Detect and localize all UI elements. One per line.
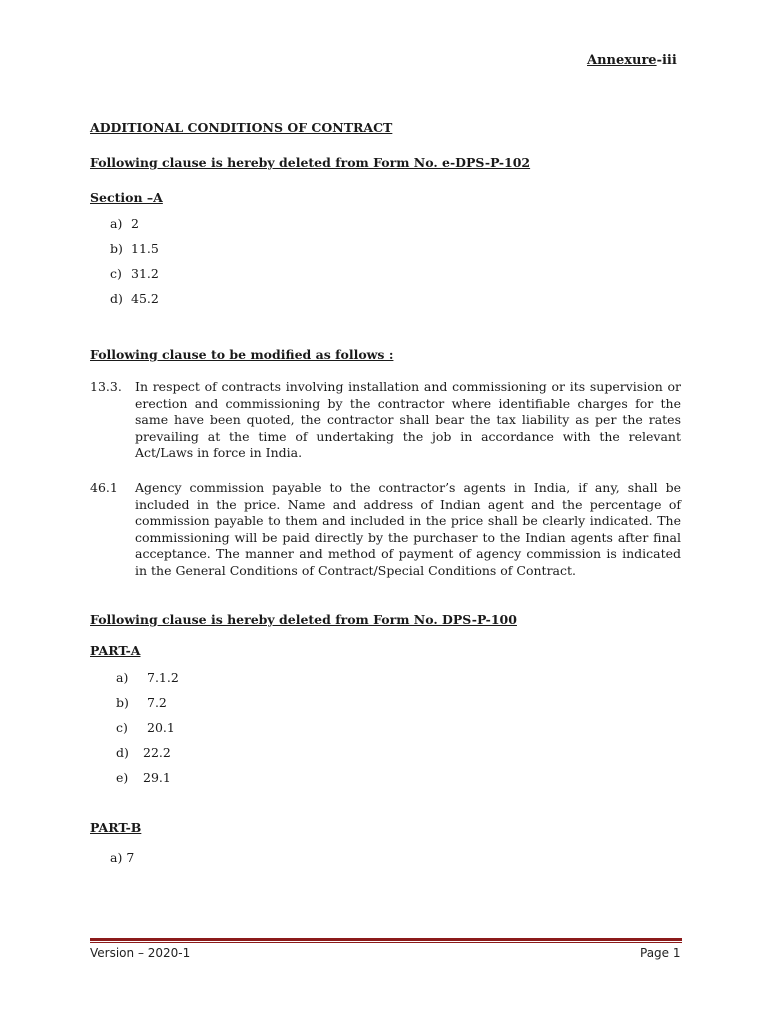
clause-number: 46.1 xyxy=(90,480,118,495)
list-item-value: 20.1 xyxy=(147,720,175,735)
list-item-value: 7.2 xyxy=(147,695,167,710)
deleted-heading-dps: Following clause is hereby deleted from Form No. DPS-P-100 xyxy=(90,612,517,627)
list-item-value: 45.2 xyxy=(131,291,159,306)
list-item-label: b) xyxy=(110,241,123,256)
list-item-value: 22.2 xyxy=(143,745,171,760)
modified-heading: Following clause to be modified as follows : xyxy=(90,347,394,362)
footer-version: Version – 2020-1 xyxy=(90,946,191,960)
list-item-label: d) xyxy=(116,745,129,760)
list-item xyxy=(110,266,122,281)
list-item-label: c) xyxy=(116,720,128,735)
footer-page-number: Page 1 xyxy=(640,946,681,960)
deleted-heading-e-dps: Following clause is hereby deleted from Form No. e-DPS-P-102 xyxy=(90,155,531,170)
list-item-label: a) xyxy=(110,216,123,231)
list-item-value: 31.2 xyxy=(131,266,159,281)
document-title: ADDITIONAL CONDITIONS OF CONTRACT xyxy=(90,120,393,135)
list-item xyxy=(110,241,123,256)
list-item-value: 7 xyxy=(126,850,135,865)
list-item-label: e) xyxy=(116,770,129,785)
part-b-heading: PART-B xyxy=(90,820,142,835)
list-item xyxy=(110,291,123,306)
list-item-label: a) xyxy=(110,850,123,865)
list-item-label: c) xyxy=(110,266,122,281)
footer-rule-thin xyxy=(90,942,682,943)
list-item-label: d) xyxy=(110,291,123,306)
part-a-heading: PART-A xyxy=(90,643,141,658)
annexure-label xyxy=(587,53,677,68)
list-item-value: 29.1 xyxy=(143,770,171,785)
annexure-prefix: Annexure xyxy=(587,53,657,68)
footer-rule xyxy=(90,938,682,941)
list-item xyxy=(110,216,122,231)
list-item-label: a) xyxy=(116,670,129,685)
clause-number: 13.3. xyxy=(90,379,122,394)
annexure-suffix: -iii xyxy=(656,53,677,68)
clause-text: Agency commission payable to the contractor’s agents in India, if any, shall be included in the price. Name and address of Indian agent and the percentage of commission payable to them and included in the price shall be clearly indicated. The commissioning will be paid directly by the purchaser to the Indian agents after final acceptance. The manner and method of payment of agency commission is indicated in the General Conditions of Contract/Special Conditions of Contract. xyxy=(135,480,681,578)
list-item-label: b) xyxy=(116,695,129,710)
list-item-value: 2 xyxy=(131,216,139,231)
clause-text: In respect of contracts involving installation and commissioning or its supervision or erection and commissioning by the contractor where identifiable charges for the same have been quoted, the contractor shall bear the tax liability as per the rates prevailing at the time of undertaking the job in accordance with the relevant Act/Laws in force in India. xyxy=(135,379,681,461)
list-item xyxy=(110,850,134,865)
list-item-value: 11.5 xyxy=(131,241,159,256)
list-item-value: 7.1.2 xyxy=(147,670,179,685)
section-a-heading: Section –A xyxy=(90,190,163,205)
